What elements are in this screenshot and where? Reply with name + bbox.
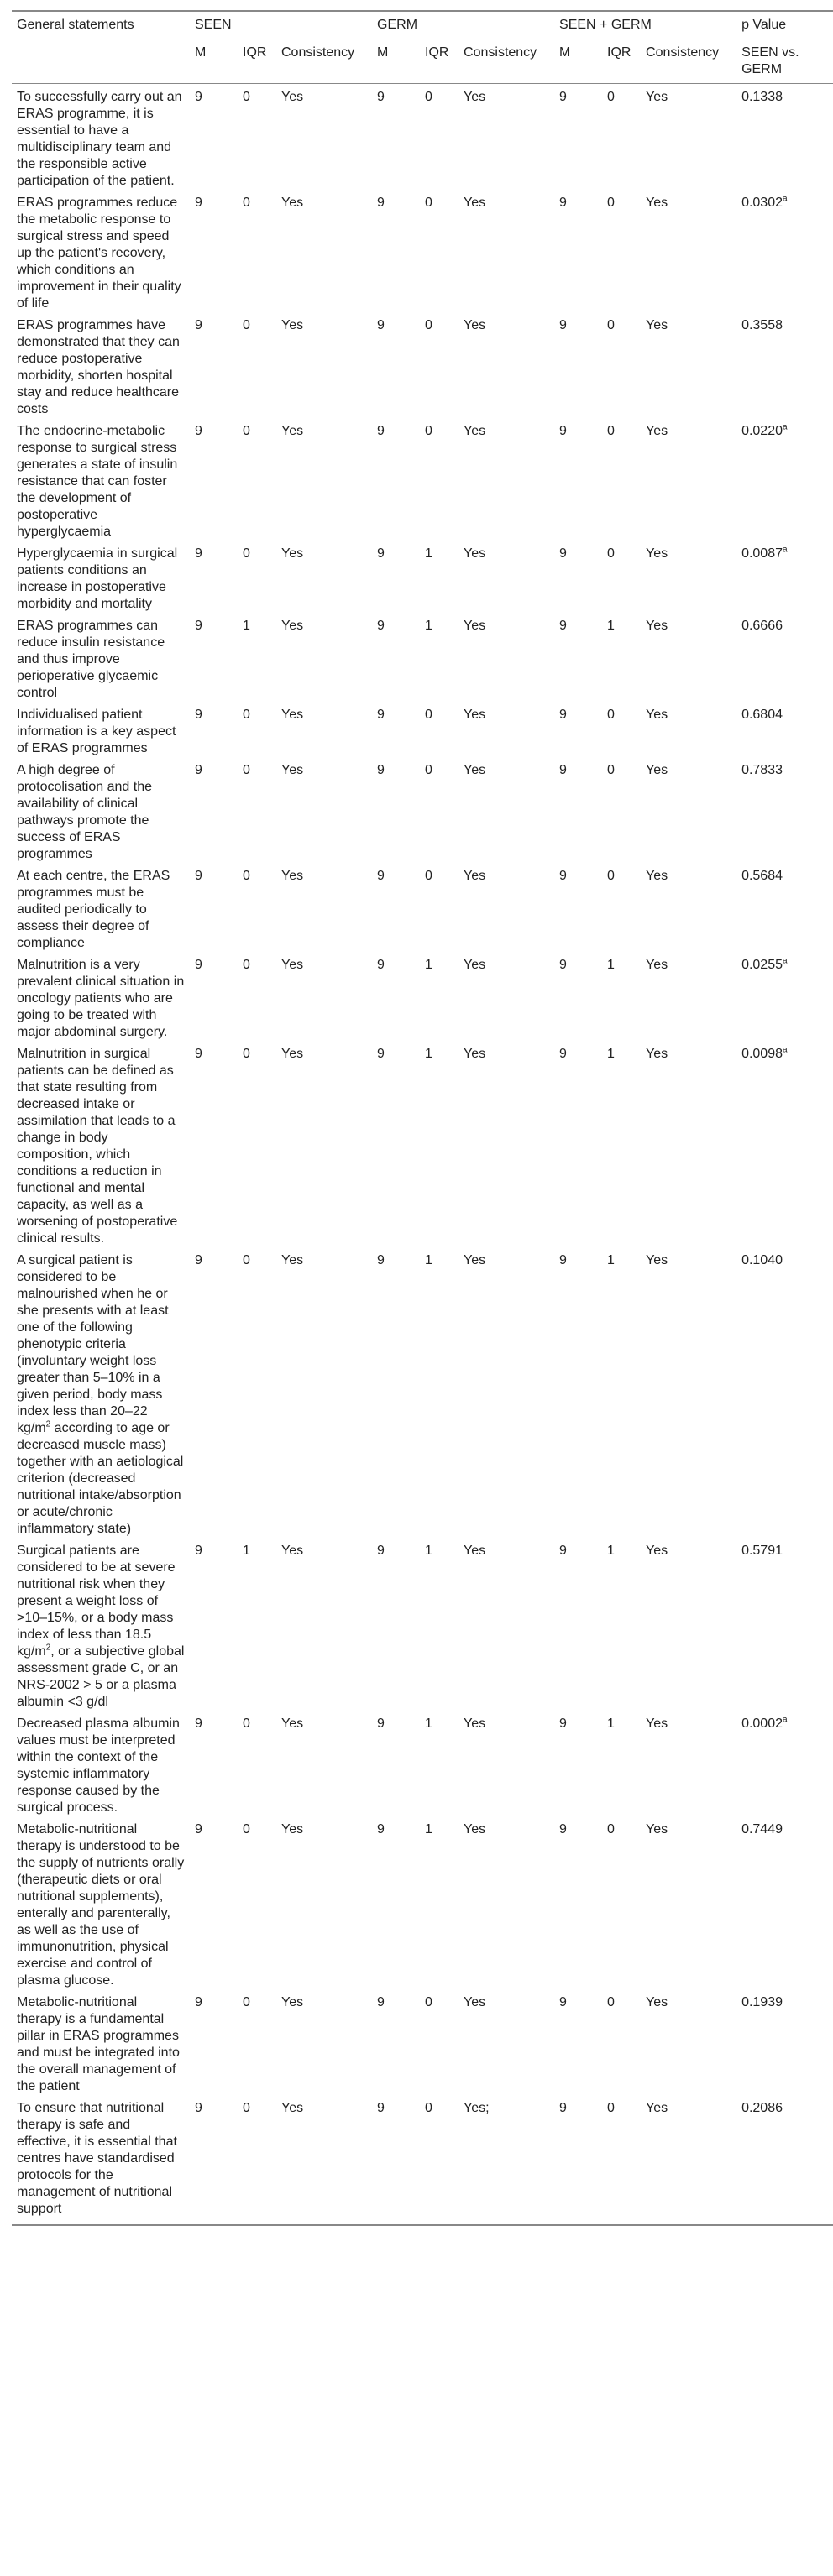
germ-iqr-cell: 1 (425, 1716, 432, 1731)
header-p-value: p Value (736, 11, 833, 39)
seengerm-iqr-cell: 0 (607, 869, 615, 883)
germ-iqr-cell: 1 (425, 1047, 432, 1061)
significance-marker: a (783, 1715, 788, 1725)
germ-iqr-cell: 1 (425, 1822, 432, 1837)
statement-text: according to age or decreased muscle mass) together with an aetiological criterion (decreased nutritional intake/absorption or acute/chronic inflammatory state) (17, 1421, 184, 1536)
p-value-cell (736, 84, 833, 191)
p-value: 0.5791 (741, 1544, 783, 1558)
statement-cell: Hyperglycaemia in surgical patients conditions an increase in postoperative morbidity and mortality (17, 546, 178, 611)
germ-iqr-cell: 1 (425, 1253, 432, 1267)
germ-consistency-cell: Yes (464, 869, 486, 883)
statement-cell: Metabolic-nutritional therapy is a fundamental pillar in ERAS programmes and must be integrated into the overall management of the patient (17, 1995, 180, 2093)
germ-consistency-cell: Yes (464, 1544, 486, 1558)
statement-cell: The endocrine-metabolic response to surgical stress generates a state of insulin resistance that can foster the development of postoperative hyperglycaemia (17, 424, 178, 539)
germ-iqr-cell: 0 (425, 196, 432, 210)
p-value: 0.0255 (741, 958, 783, 972)
seengerm-consistency-cell: Yes (646, 1822, 668, 1837)
germ-m-cell: 9 (377, 958, 385, 972)
germ-m-cell: 9 (377, 196, 385, 210)
seengerm-consistency-cell: Yes (646, 1544, 668, 1558)
header-seengerm-consistency: Consistency (641, 39, 736, 84)
seen-iqr-cell: 0 (243, 763, 250, 777)
p-value: 0.7833 (741, 763, 783, 777)
seengerm-consistency-cell: Yes (646, 1253, 668, 1267)
statement-cell (12, 1538, 190, 1711)
germ-m-cell: 9 (377, 1047, 385, 1061)
seengerm-consistency-cell: Yes (646, 546, 668, 561)
seengerm-m-cell: 9 (559, 1544, 567, 1558)
seengerm-m-cell: 9 (554, 2095, 602, 2225)
significance-marker: a (783, 956, 788, 966)
germ-iqr-cell: 0 (425, 424, 432, 438)
seengerm-m-cell: 9 (559, 1253, 567, 1267)
germ-m-cell: 9 (377, 708, 385, 722)
p-value: 0.2086 (741, 2101, 783, 2115)
seen-iqr-cell: 0 (243, 1047, 250, 1061)
p-value: 0.6666 (741, 619, 783, 633)
germ-consistency-cell: Yes (464, 1822, 486, 1837)
germ-iqr-cell: 1 (425, 546, 432, 561)
significance-marker: a (783, 422, 788, 432)
header-row-columns (12, 39, 833, 84)
germ-m-cell: 9 (377, 1544, 385, 1558)
table-body (12, 84, 833, 2226)
germ-m-cell: 9 (377, 1995, 385, 2009)
seen-iqr-cell: 0 (243, 90, 250, 104)
seen-iqr-cell: 0 (243, 958, 250, 972)
seen-consistency-cell: Yes (281, 763, 304, 777)
seengerm-consistency-cell: Yes (646, 763, 668, 777)
seen-m-cell: 9 (195, 196, 202, 210)
seengerm-iqr-cell: 1 (607, 958, 615, 972)
statement-cell (12, 1247, 190, 1538)
germ-m-cell: 9 (377, 318, 385, 332)
seengerm-m-cell: 9 (559, 1047, 567, 1061)
p-value-cell (736, 1247, 833, 1538)
seen-consistency-cell: Yes (281, 546, 304, 561)
p-value: 0.7449 (741, 1822, 783, 1837)
seen-consistency-cell: Yes (281, 869, 304, 883)
germ-m-cell: 9 (377, 869, 385, 883)
seen-consistency-cell: Yes (281, 1047, 304, 1061)
seen-iqr-cell: 0 (243, 1253, 250, 1267)
seen-consistency-cell: Yes (281, 424, 304, 438)
table-row (12, 190, 833, 312)
header-general-statements: General statements (17, 18, 134, 32)
seen-consistency-cell: Yes (281, 1716, 304, 1731)
seengerm-iqr-cell: 0 (602, 2095, 641, 2225)
p-value-cell (736, 1989, 833, 2095)
seen-m-cell: 9 (195, 869, 202, 883)
p-value-cell (736, 418, 833, 541)
germ-consistency-cell: Yes (464, 1253, 486, 1267)
seen-iqr-cell: 0 (243, 424, 250, 438)
p-value: 0.0098 (741, 1047, 783, 1061)
table-row (12, 952, 833, 1041)
statement-cell: Malnutrition is a very prevalent clinical situation in oncology patients who are going to be treated with major abdominal surgery. (17, 958, 185, 1039)
table-row (12, 1989, 833, 2095)
header-seengerm-m: M (554, 39, 602, 84)
seengerm-m-cell: 9 (559, 958, 567, 972)
seen-consistency-cell: Yes (281, 958, 304, 972)
superscript: 2 (45, 1643, 51, 1653)
germ-m-cell: 9 (377, 1253, 385, 1267)
seengerm-consistency-cell: Yes (646, 958, 668, 972)
seen-consistency-cell: Yes (281, 318, 304, 332)
seengerm-consistency-cell: Yes (646, 424, 668, 438)
seengerm-iqr-cell: 1 (607, 1716, 615, 1731)
seen-iqr-cell: 0 (243, 1995, 250, 2009)
header-germ-iqr: IQR (420, 39, 458, 84)
seen-iqr-cell: 0 (238, 2095, 276, 2225)
seengerm-m-cell: 9 (559, 869, 567, 883)
germ-consistency-cell: Yes (464, 546, 486, 561)
p-value: 0.5684 (741, 869, 783, 883)
seengerm-iqr-cell: 1 (607, 1253, 615, 1267)
seengerm-consistency-cell: Yes (646, 1995, 668, 2009)
seen-consistency-cell: Yes (281, 90, 304, 104)
seengerm-m-cell: 9 (559, 546, 567, 561)
statement-cell: Individualised patient information is a key aspect of ERAS programmes (17, 708, 176, 755)
significance-marker: a (783, 1045, 788, 1055)
seen-m-cell: 9 (190, 2095, 238, 2225)
seengerm-m-cell: 9 (559, 1822, 567, 1837)
germ-iqr-cell: 0 (420, 2095, 458, 2225)
table-row (12, 1538, 833, 1711)
header-germ: GERM (372, 11, 554, 39)
seen-consistency-cell: Yes (281, 1995, 304, 2009)
germ-m-cell: 9 (377, 90, 385, 104)
p-value: 0.1040 (741, 1253, 783, 1267)
seengerm-m-cell: 9 (559, 763, 567, 777)
table-row (12, 1816, 833, 1989)
header-germ-m: M (372, 39, 420, 84)
statement-cell: To successfully carry out an ERAS programme, it is essential to have a multidisciplinary team and the responsible active participation of the patient. (17, 90, 182, 188)
germ-m-cell: 9 (377, 1716, 385, 1731)
seengerm-m-cell: 9 (559, 196, 567, 210)
table-row (12, 863, 833, 952)
germ-m-cell: 9 (377, 546, 385, 561)
seengerm-iqr-cell: 0 (607, 196, 615, 210)
seen-m-cell: 9 (195, 546, 202, 561)
seen-consistency-cell: Yes (281, 196, 304, 210)
seengerm-iqr-cell: 1 (607, 619, 615, 633)
seengerm-iqr-cell: 0 (607, 1822, 615, 1837)
seen-m-cell: 9 (195, 318, 202, 332)
germ-consistency-cell: Yes (464, 1995, 486, 2009)
seengerm-consistency-cell: Yes (646, 1716, 668, 1731)
germ-consistency-cell: Yes (464, 424, 486, 438)
header-germ-consistency: Consistency (458, 39, 554, 84)
p-value-cell (736, 1711, 833, 1816)
seengerm-consistency-cell: Yes (646, 619, 668, 633)
superscript: 2 (45, 1419, 51, 1429)
p-value-cell (736, 613, 833, 702)
germ-consistency-cell: Yes (464, 763, 486, 777)
header-seen-m: M (190, 39, 238, 84)
seengerm-iqr-cell: 0 (607, 546, 615, 561)
seengerm-m-cell: 9 (559, 708, 567, 722)
germ-iqr-cell: 0 (425, 1995, 432, 2009)
seengerm-iqr-cell: 0 (607, 90, 615, 104)
seengerm-m-cell: 9 (559, 90, 567, 104)
statement-cell: ERAS programmes have demonstrated that they can reduce postoperative morbidity, shorten hospital stay and reduce healthcare costs (17, 318, 180, 416)
table-row (12, 1041, 833, 1247)
p-value-cell (736, 1816, 833, 1989)
statement-text: Surgical patients are considered to be at severe nutritional risk when they present a weight loss of >10–15%, or a body mass index of less than 18.5 kg/m (17, 1544, 176, 1659)
p-value-cell (736, 863, 833, 952)
p-value-cell (736, 1538, 833, 1711)
seengerm-iqr-cell: 0 (607, 318, 615, 332)
germ-consistency-cell: Yes (464, 318, 486, 332)
header-seen-consistency: Consistency (276, 39, 372, 84)
germ-iqr-cell: 1 (425, 619, 432, 633)
germ-m-cell: 9 (377, 619, 385, 633)
seen-consistency-cell: Yes (281, 1253, 304, 1267)
germ-m-cell: 9 (377, 763, 385, 777)
table-row (12, 541, 833, 613)
seengerm-iqr-cell: 0 (607, 763, 615, 777)
statement-cell: ERAS programmes reduce the metabolic response to surgical stress and speed up the patient's recovery, which conditions an improvement in their quality of life (17, 196, 181, 311)
p-value: 0.0002 (741, 1716, 783, 1731)
seen-iqr-cell: 0 (243, 1822, 250, 1837)
germ-consistency-cell: Yes (464, 90, 486, 104)
seen-m-cell: 9 (195, 1716, 202, 1731)
p-value-cell (736, 952, 833, 1041)
germ-consistency-cell: Yes (464, 708, 486, 722)
seengerm-m-cell: 9 (559, 1995, 567, 2009)
p-value: 0.1338 (741, 90, 783, 104)
p-value-cell (736, 2095, 833, 2225)
header-seengerm-iqr: IQR (602, 39, 641, 84)
seengerm-m-cell: 9 (559, 1716, 567, 1731)
table-row (12, 757, 833, 863)
seengerm-consistency-cell: Yes (646, 1047, 668, 1061)
p-value: 0.3558 (741, 318, 783, 332)
seengerm-iqr-cell: 1 (607, 1047, 615, 1061)
seen-iqr-cell: 0 (243, 708, 250, 722)
p-value: 0.1939 (741, 1995, 783, 2009)
p-value-cell (736, 312, 833, 418)
seen-m-cell: 9 (195, 1047, 202, 1061)
statement-cell: Metabolic-nutritional therapy is understood to be the supply of nutrients orally (therapeutic diets or oral nutritional supplements), enterally and parenterally, as well as the use of immunonutrition, physical exercise and control of plasma glucose. (17, 1822, 185, 1988)
statement-cell: At each centre, the ERAS programmes must be audited periodically to assess their degree of compliance (17, 869, 170, 950)
p-value: 0.6804 (741, 708, 783, 722)
header-seen-germ: SEEN + GERM (554, 11, 736, 39)
seen-m-cell: 9 (195, 708, 202, 722)
seengerm-iqr-cell: 0 (607, 424, 615, 438)
table-row (12, 613, 833, 702)
germ-iqr-cell: 0 (425, 318, 432, 332)
seen-iqr-cell: 0 (243, 1716, 250, 1731)
header-p-sub: SEEN vs. GERM (736, 39, 833, 84)
p-value-cell (736, 190, 833, 312)
seen-iqr-cell: 0 (243, 196, 250, 210)
seen-consistency-cell: Yes (276, 2095, 372, 2225)
statement-cell: Decreased plasma albumin values must be interpreted within the context of the systemic inflammatory response caused by the surgical process. (17, 1716, 180, 1815)
seengerm-iqr-cell: 0 (607, 1995, 615, 2009)
seen-m-cell: 9 (195, 1995, 202, 2009)
statement-cell: A high degree of protocolisation and the availability of clinical pathways promote the success of ERAS programmes (17, 763, 152, 861)
seen-consistency-cell: Yes (281, 708, 304, 722)
seengerm-m-cell: 9 (559, 318, 567, 332)
p-value: 0.0220 (741, 424, 783, 438)
header-row-groups (12, 11, 833, 39)
seen-m-cell: 9 (195, 1253, 202, 1267)
seen-m-cell: 9 (195, 424, 202, 438)
germ-consistency-cell: Yes; (458, 2095, 554, 2225)
p-value: 0.0087 (741, 546, 783, 561)
germ-iqr-cell: 0 (425, 763, 432, 777)
table-row (12, 702, 833, 757)
statement-cell: ERAS programmes can reduce insulin resistance and thus improve perioperative glycaemic control (17, 619, 165, 700)
seengerm-consistency-cell: Yes (646, 708, 668, 722)
significance-marker: a (783, 545, 788, 555)
germ-consistency-cell: Yes (464, 619, 486, 633)
seen-m-cell: 9 (195, 619, 202, 633)
germ-consistency-cell: Yes (464, 196, 486, 210)
germ-iqr-cell: 1 (425, 1544, 432, 1558)
seen-m-cell: 9 (195, 958, 202, 972)
p-value: 0.0302 (741, 196, 783, 210)
seengerm-m-cell: 9 (559, 424, 567, 438)
header-seen-iqr: IQR (238, 39, 276, 84)
seen-m-cell: 9 (195, 90, 202, 104)
p-value-cell (736, 1041, 833, 1247)
statement-cell: To ensure that nutritional therapy is safe and effective, it is essential that centres have standardised protocols for the management of nutritional support (12, 2095, 190, 2225)
seengerm-consistency-cell: Yes (646, 869, 668, 883)
header-empty (12, 39, 190, 84)
seen-iqr-cell: 1 (243, 619, 250, 633)
p-value-cell (736, 757, 833, 863)
germ-consistency-cell: Yes (464, 1047, 486, 1061)
header-seen: SEEN (190, 11, 372, 39)
germ-consistency-cell: Yes (464, 1716, 486, 1731)
table-row (12, 1247, 833, 1538)
statement-cell: Malnutrition in surgical patients can be defined as that state resulting from decreased intake or assimilation that leads to a change in body composition, which conditions a reduction in functional and mental capacity, as well as a worsening of postoperative clinical results. (17, 1047, 178, 1246)
seengerm-m-cell: 9 (559, 619, 567, 633)
seen-consistency-cell: Yes (281, 619, 304, 633)
significance-marker: a (783, 194, 788, 204)
consensus-table (12, 10, 833, 2226)
table-row (12, 1711, 833, 1816)
seen-consistency-cell: Yes (281, 1544, 304, 1558)
table-row (12, 418, 833, 541)
germ-consistency-cell: Yes (464, 958, 486, 972)
seen-iqr-cell: 1 (243, 1544, 250, 1558)
germ-m-cell: 9 (377, 1822, 385, 1837)
seengerm-consistency-cell: Yes (646, 90, 668, 104)
germ-m-cell: 9 (372, 2095, 420, 2225)
seengerm-iqr-cell: 1 (607, 1544, 615, 1558)
seen-m-cell: 9 (195, 1544, 202, 1558)
germ-m-cell: 9 (377, 424, 385, 438)
seen-m-cell: 9 (195, 763, 202, 777)
seen-iqr-cell: 0 (243, 318, 250, 332)
seengerm-iqr-cell: 0 (607, 708, 615, 722)
germ-iqr-cell: 0 (425, 708, 432, 722)
seen-consistency-cell: Yes (281, 1822, 304, 1837)
seen-iqr-cell: 0 (243, 869, 250, 883)
seen-iqr-cell: 0 (243, 546, 250, 561)
germ-iqr-cell: 1 (425, 958, 432, 972)
statement-text: A surgical patient is considered to be malnourished when he or she presents with at least one of the following phenotypic criteria (involuntary weight loss greater than 5–10% in a given period, body mass index less than 20–22 kg/m (17, 1253, 169, 1435)
table-row (12, 312, 833, 418)
seen-m-cell: 9 (195, 1822, 202, 1837)
seengerm-consistency-cell: Yes (646, 318, 668, 332)
germ-iqr-cell: 0 (425, 90, 432, 104)
germ-iqr-cell: 0 (425, 869, 432, 883)
statement-text: , or a subjective global assessment grade C, or an NRS-2002 > 5 or a plasma albumin <3 g/dl (17, 1644, 185, 1709)
table-row (12, 84, 833, 191)
p-value-cell (736, 702, 833, 757)
seengerm-consistency-cell: Yes (646, 196, 668, 210)
table-row (12, 2095, 833, 2225)
p-value-cell (736, 541, 833, 613)
seengerm-consistency-cell: Yes (641, 2095, 736, 2225)
